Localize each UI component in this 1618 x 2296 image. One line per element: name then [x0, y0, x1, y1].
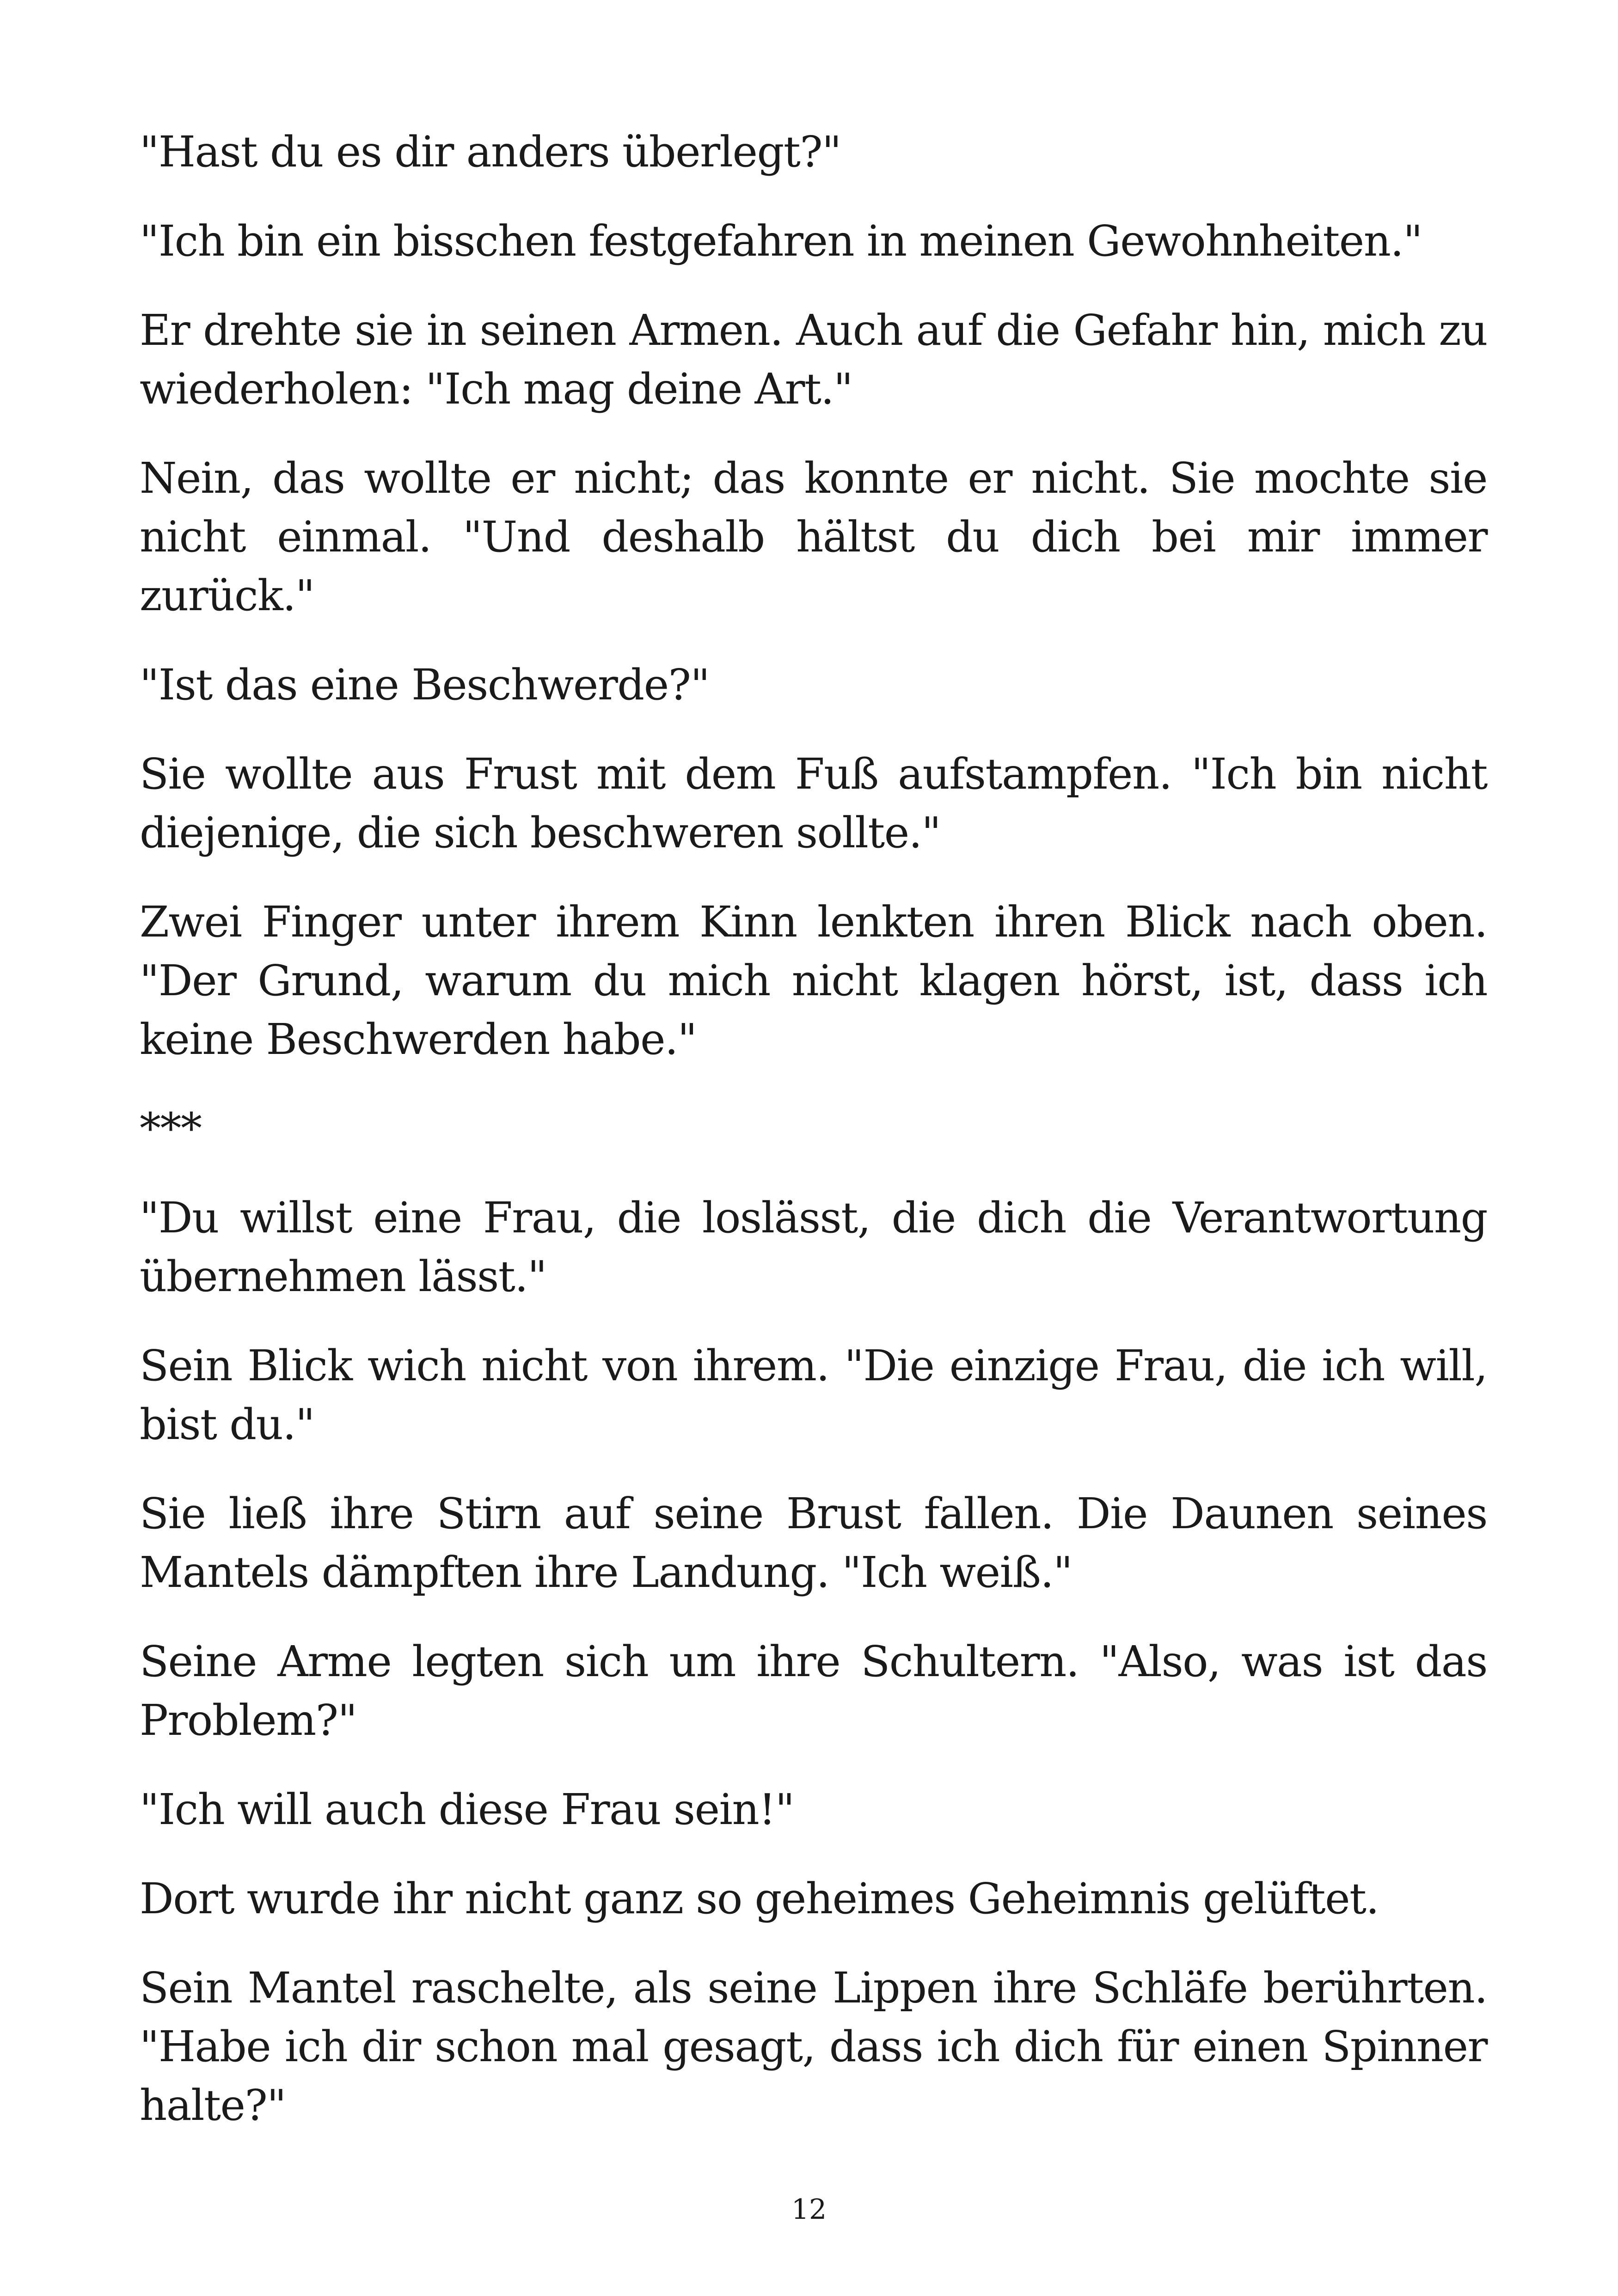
paragraph-9: "Du willst eine Frau, die loslässt, die dich die Verantwortung übernehmen lässt." [140, 1193, 1487, 1301]
page-number: 12 [791, 2193, 827, 2226]
paragraph-6: Sie wollte aus Frust mit dem Fuß aufstampfen. "Ich bin nicht diejenige, die sich beschweren sollte." [140, 749, 1487, 857]
paragraph-4: Nein, das wollte er nicht; das konnte er nicht. Sie mochte sie nicht einmal. "Und deshalb hältst du dich bei mir immer zurück." [140, 453, 1487, 620]
paragraph-5: "Ist das eine Beschwerde?" [140, 660, 710, 710]
paragraph-15: Sein Mantel raschelte, als seine Lippen ihre Schläfe berührten. "Habe ich dir schon mal gesagt, dass ich dich für einen Spinner halte?" [140, 1963, 1487, 2130]
paragraph-1: "Hast du es dir anders überlegt?" [140, 127, 841, 177]
paragraph-7: Zwei Finger unter ihrem Kinn lenkten ihren Blick nach oben. "Der Grund, warum du mich nicht klagen hörst, ist, dass ich keine Beschwerden habe." [140, 897, 1487, 1064]
scene-separator: *** [140, 1104, 202, 1153]
paragraph-11: Sie ließ ihre Stirn auf seine Brust fallen. Die Daunen seines Mantels dämpften ihre Landung. "Ich weiß." [140, 1489, 1487, 1597]
paragraph-10: Sein Blick wich nicht von ihrem. "Die einzige Frau, die ich will, bist du." [140, 1341, 1487, 1449]
body-text [140, 122, 1487, 2165]
paragraph-2: "Ich bin ein bisschen festgefahren in meinen Gewohnheiten." [140, 216, 1422, 266]
paragraph-13: "Ich will auch diese Frau sein!" [140, 1785, 794, 1834]
paragraph-14: Dort wurde ihr nicht ganz so geheimes Geheimnis gelüftet. [140, 1874, 1379, 1923]
paragraph-3: Er drehte sie in seinen Armen. Auch auf die Gefahr hin, mich zu wiederholen: "Ich mag deine Art." [140, 306, 1487, 414]
paragraph-12: Seine Arme legten sich um ihre Schultern. "Also, was ist das Problem?" [140, 1637, 1487, 1745]
